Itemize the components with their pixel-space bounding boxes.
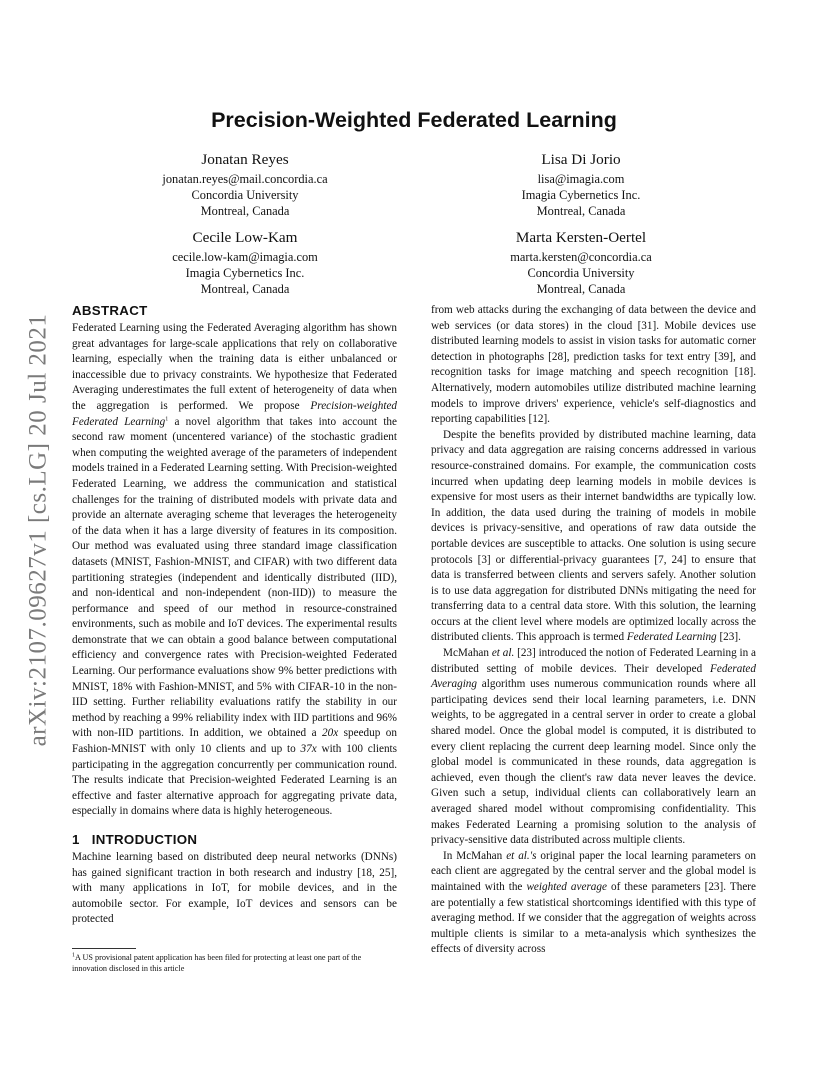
author-email: marta.kersten@concordia.ca: [510, 250, 652, 264]
arxiv-stamp-text: arXiv:2107.09627v1 [cs.LG] 20 Jul 2021: [24, 313, 51, 747]
body-text-part: algorithm uses numerous communication rounds where all participating devices send their local learning parameters, i.e. DNN weights, to be aggregated in a central server in order to create a global shared model. Once the global model is computed, it is distributed to every client replacing the current deep learning model. Since only the global model is communicated in these rounds, data aggregation is achieved, even though the client's raw data never leaves the device. Given such a setup, individual clients can collaboratively learn an averaged shared model without compromising confidentiality. This makes Federated Learning a promising solution to the analysis of privacy-sensitive data distributed across multiple clients.: [431, 678, 756, 847]
body-text-part: McMahan: [443, 647, 492, 660]
author-name: Lisa Di Jorio: [541, 151, 621, 168]
author-affiliation: Concordia University: [191, 188, 299, 202]
author-name: Marta Kersten-Oertel: [515, 229, 647, 246]
left-column: [72, 303, 397, 974]
body-paragraph: [431, 849, 756, 958]
body-text-part: of these parameters [23]. There are potentially a few statistical shortcomings identified with this type of averaging method. If we consider that the aggregation of weights across multiple clients is similar to a meta-analysis which synthesizes the effects of diversity across: [431, 880, 756, 956]
abstract-emphasis: Precision-weighted Federated Learning: [72, 399, 397, 428]
abstract-heading: ABSTRACT: [72, 303, 148, 318]
author-location: Montreal, Canada: [200, 204, 290, 218]
section-number: 1: [72, 832, 80, 847]
author-block-1: [95, 150, 395, 219]
paper-title: Precision-Weighted Federated Learning: [211, 108, 617, 132]
author-affiliation: Concordia University: [527, 266, 635, 280]
abstract-emphasis: 37x: [300, 743, 317, 756]
abstract-text: [72, 321, 397, 820]
body-text-part: [23] introduced the notion of Federated Learning in a distributed setting of mobile devices. Their developed: [431, 647, 757, 675]
body-emphasis: Federated Learning: [626, 631, 717, 644]
author-location: Montreal, Canada: [200, 282, 290, 296]
intro-paragraph: Machine learning based on distributed deep neural networks (DNNs) has gained significant traction in both research and industry [18, 25], with many applications in IoT, for mobile devices, and in the automobile sector. For example, IoT devices and sensors can be protected: [72, 851, 397, 926]
footnote-mark: 1: [165, 415, 169, 422]
footnote: [72, 952, 397, 974]
body-emphasis: et al.: [491, 647, 515, 660]
body-emphasis: Federated Averaging: [431, 662, 756, 691]
abstract-text-part: speedup on Fashion-MNIST with only 10 clients and up to: [72, 727, 397, 756]
author-affiliation: Imagia Cybernetics Inc.: [185, 266, 305, 280]
author-email: lisa@imagia.com: [537, 172, 625, 186]
body-text-part: [23].: [716, 631, 741, 644]
author-email: cecile.low-kam@imagia.com: [172, 250, 318, 264]
body-emphasis: et al.'s: [506, 849, 537, 862]
body-paragraph: from web attacks during the exchanging of data between the device and web services (or data stores) in the cloud [31]. Mobile devices use distributed learning models to assist in vision tasks for automatic corner detection in photographs [28], prediction tasks for text entry [39], and recognition tasks for image matching and speech recognition [18]. Alternatively, modern automobiles utilize distributed machine learning models to improve drivers' experience, vehicle's self-diagnostics and reporting capabilities [12].: [431, 304, 756, 426]
body-text-part: In McMahan: [443, 849, 507, 862]
footnote-mark: 1: [72, 952, 75, 959]
author-email: jonatan.reyes@mail.concordia.ca: [162, 172, 328, 186]
body-text-part: original paper the local learning parameters on each client are aggregated by the central server and the global model is maintained with the: [431, 849, 756, 893]
author-name: Jonatan Reyes: [201, 151, 289, 168]
arxiv-stamp: [22, 300, 54, 760]
body-paragraph: [431, 646, 756, 849]
footnote-text: A US provisional patent application has been filed for protecting at least one part of the innovation disclosed in this article: [72, 952, 362, 973]
author-block-4: [431, 228, 731, 297]
author-name: Cecile Low-Kam: [192, 229, 298, 246]
abstract-text-part: a novel algorithm that takes into account the second raw moment (uncentered variance) of the stochastic gradient when computing the weighted average of the parameters of independent models trained in a Federated Learning setting. With Precision-weighted Federated Learning, we address the communication and statistical challenges for the training of distributed models with private data and provide an alternate averaging scheme that leverages the heterogeneity of the data when it has a large diversity of features in its composition. Our method was evaluated using three standard image classification datasets (MNIST, Fashion-MNIST, and CIFAR) with two different data partitioning strategies (independent and identically distributed (IID), and non-identical and non-independent (non-IID)) to measure the performance and speed of our method in resource-constrained environments, such as mobile and IoT devices. The experimental results demonstrate that we can obtain a good balance between computational efficiency and convergence rates with Precision-weighted Federated Learning. Our performance evaluations show 9% better predictions with MNIST, 18% with Fashion-MNIST, and 5% with CIFAR-10 in the non-IID setting. Further reliability evaluations ratify the stability in our method by reaching a 99% reliability index with IID partitions and 96% with non-IID partitions. In addition, we obtained a: [72, 415, 397, 740]
body-paragraph: [431, 428, 756, 646]
body-emphasis: weighted average: [526, 880, 607, 893]
author-location: Montreal, Canada: [536, 282, 626, 296]
section-title: INTRODUCTION: [91, 832, 198, 847]
author-affiliation: Imagia Cybernetics Inc.: [521, 188, 641, 202]
author-block-3: [95, 228, 395, 297]
intro-heading: [72, 832, 397, 847]
abstract-text-part: with 100 clients participating in the aggregation concurrently per communication round. The results indicate that Precision-weighted Federated Learning is an effective and faster alternative approach for aggregating private data, especially in domains where data is highly heterogeneous.: [72, 743, 397, 818]
body-text-part: Despite the benefits provided by distributed machine learning, data privacy and data aggregation are raising concerns addressed in various resource-constrained domains. For example, the communication costs incurred when updating deep learning models in mobile devices is expensive for most users as their internet bandwidths are typically low. In addition, the data used during the training of models in mobile devices is privacy-sensitive, and operations of raw data outside the portable devices are susceptible to attacks. One solution is using secure protocols [3] or differential-privacy guarantees [7, 24] to ensure that data is transferred between clients and servers safely. Another solution is to use data aggregation for distributed DNNs mitigating the need for transferring data to a central data store. With this solution, the learning occurs at the client level where models are optimized locally across the distributed clients. This approach is termed: [431, 428, 756, 644]
author-block-2: [431, 150, 731, 219]
abstract-text-part: Federated Learning using the Federated Averaging algorithm has shown great advantages for large-scale applications that rely on collaborative learning, especially when the training data is either unbalanced or inaccessible due to privacy constraints. We hypothesize that Federated Averaging underestimates the full extent of heterogeneity of data when the aggregation is performed. We propose: [72, 322, 397, 412]
abstract-emphasis: 20x: [322, 727, 339, 740]
author-location: Montreal, Canada: [536, 204, 626, 218]
footnote-divider: [72, 948, 136, 949]
right-column: [431, 303, 756, 958]
